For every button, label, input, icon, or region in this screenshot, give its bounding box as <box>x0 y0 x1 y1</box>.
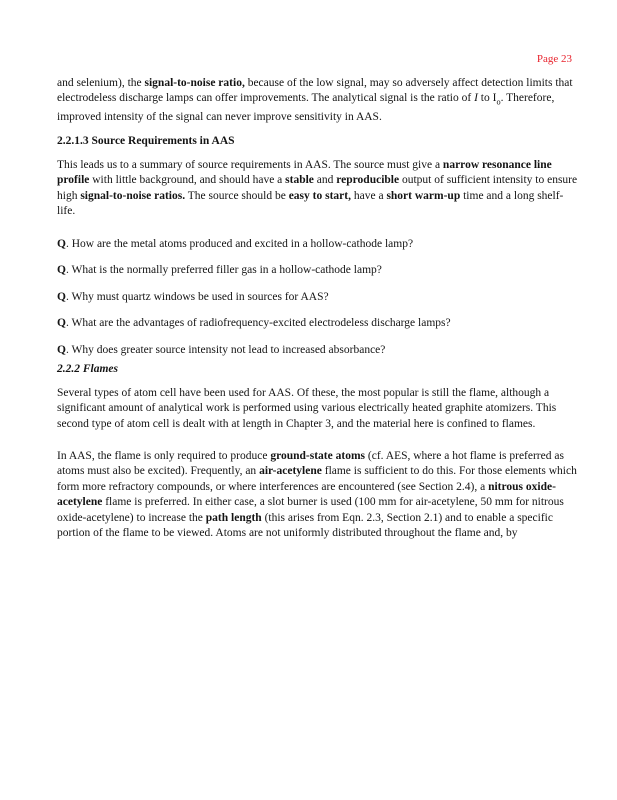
paragraph-atom-cells: Several types of atom cell have been used for AAS. Of these, the most popular is still the flame, although a significant amount of analytical work is performed using various electrically heated graphite atomizers. This second type of atom cell is dealt with at length in Chapter 3, and the material here is confined to flames. <box>57 387 557 430</box>
paragraph-flame-detail: In AAS, the flame is only required to produce ground-state atoms (cf. AES, where a hot flame is preferred as atoms must also be excited). Frequently, an air-acetylene flame is sufficient to do this. For those elements which form more refractory compounds, or where interferences are encountered (see Section 2.4), a nitrous oxide-acetylene flame is preferred. In either case, a slot burner is used (100 mm for air-acetylene, 50 mm for nitrous oxide-acetylene) to increase the path length (this arises from Eqn. 2.3, Section 2.1) and to enable a specific portion of the flame to be viewed. Atoms are not uniformly distributed throughout the flame and, by <box>57 450 577 540</box>
question-list <box>57 237 578 369</box>
heading-flames: 2.2.2 Flames <box>57 363 119 375</box>
paragraph-source-summary: This leads us to a summary of source requirements in AAS. The source must give a narrow resonance line profile with little background, and should have a stable and reproducible output of sufficient intensity to ensure high signal-to-noise ratios. The source should be easy to start, have a short warm-up time and a long shelf-life. <box>57 159 578 218</box>
question-2: Q. What is the normally preferred filler gas in a hollow-cathode lamp? <box>57 264 382 277</box>
question-4: Q. What are the advantages of radiofrequency-excited electrodeless discharge lamps? <box>57 317 451 330</box>
question-3: Q. Why must quartz windows be used in sources for AAS? <box>57 290 329 303</box>
page-number: Page 23 <box>536 53 572 65</box>
question-1: Q. How are the metal atoms produced and excited in a hollow-cathode lamp? <box>57 238 414 250</box>
question-5: Q. Why does greater source intensity not lead to increased absorbance? <box>57 343 386 356</box>
heading-source-requirements: 2.2.1.3 Source Requirements in AAS <box>57 135 235 147</box>
paragraph-signal-to-noise: and selenium), the signal-to-noise ratio, because of the low signal, may so adversely affect detection limits that electrodeless discharge lamps can offer improvements. The analytical signal is the ratio of I to $I_o$. Therefore, improved intensity of the signal can never improve sensitivity in AAS. <box>57 77 573 124</box>
